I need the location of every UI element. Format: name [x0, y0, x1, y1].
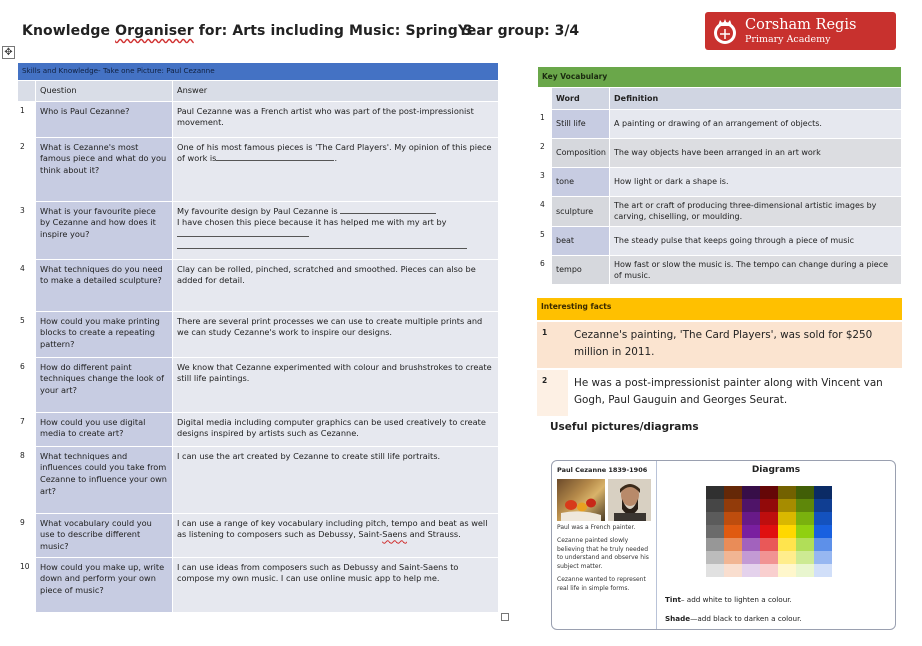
logo-name: Corsham Regis [745, 17, 857, 33]
title-prefix: Knowledge [22, 23, 116, 39]
answer-cell: One of his most famous pieces is 'The Card Players'. My opinion of this piece of work is . [173, 137, 499, 201]
question-cell: How could you make printing blocks to create a repeating pattern? [36, 311, 173, 357]
answer-misspelt-word: Saens [382, 529, 407, 540]
question-column-header: Question [36, 81, 173, 102]
row-number: 5 [18, 311, 36, 357]
skills-num-header [18, 81, 36, 102]
row-number: 4 [18, 259, 36, 311]
table-row [18, 557, 499, 612]
question-cell: What vocabulary could you use to describe different music? [36, 513, 173, 557]
vocab-number: 6 [538, 255, 552, 285]
table-move-handle-icon[interactable]: ✥ [2, 46, 15, 59]
still-life-painting-image [557, 479, 605, 521]
vocab-number: 1 [538, 110, 552, 139]
colour-swatch [796, 538, 814, 551]
colour-swatch [760, 525, 778, 538]
colour-swatch [778, 512, 796, 525]
vocabulary-heading: Key Vocabulary [538, 67, 902, 88]
diagram-title: Diagrams [751, 465, 801, 475]
word-column-header: Word [552, 88, 610, 110]
row-number: 1 [18, 101, 36, 137]
vocab-definition: The steady pulse that keeps going through a piece of music [610, 226, 902, 255]
vocab-word: Still life [552, 110, 610, 139]
colour-swatch [724, 538, 742, 551]
colour-swatch [706, 512, 724, 525]
answer-text: I can use a range of key vocabulary including pitch, tempo and beat as well as listening to composers such as Debussy, Saint- [177, 517, 488, 540]
colour-swatch [742, 564, 760, 577]
answer-text: and Strauss. [409, 529, 461, 540]
pictures-diagrams-image [551, 460, 896, 630]
vocab-definition: The art or craft of producing three-dimensional artistic images by carving, chiselling, or moulding. [610, 197, 902, 227]
table-end-marker [501, 613, 509, 621]
question-cell: How do different paint techniques change the look of your art? [36, 357, 173, 412]
vocab-definition: How light or dark a shape is. [610, 168, 902, 197]
row-number: 10 [18, 557, 36, 612]
vocab-row [538, 255, 902, 285]
question-cell: Who is Paul Cezanne? [36, 101, 173, 137]
table-row [18, 137, 499, 201]
table-row [18, 259, 499, 311]
vocab-number: 4 [538, 197, 552, 227]
cezanne-panel-title: Paul Cezanne 1839-1906 [557, 466, 648, 474]
colour-swatch [814, 564, 832, 577]
key-vocabulary-table [537, 66, 902, 285]
answer-cell [173, 201, 499, 259]
question-cell: How could you make up, write down and perform your own piece of music? [36, 557, 173, 612]
vocab-definition: A painting or drawing of an arrangement of objects. [610, 110, 902, 139]
colour-swatch [778, 486, 796, 499]
fact-number: 2 [542, 376, 548, 385]
definition-column-header: Definition [610, 88, 902, 110]
facts-heading: Interesting facts [537, 298, 902, 320]
tint-shade-colour-grid [706, 486, 832, 577]
colour-diagram-panel [657, 461, 895, 629]
colour-swatch [706, 486, 724, 499]
vocab-word: sculpture [552, 197, 610, 227]
vocab-definition: How fast or slow the music is. The tempo can change during a piece of music. [610, 255, 902, 285]
fact-number: 1 [542, 328, 548, 337]
colour-swatch [760, 538, 778, 551]
answer-cell: Paul Cezanne was a French artist who was part of the post-impressionist movement. [173, 101, 499, 137]
colour-swatch [724, 512, 742, 525]
colour-swatch [814, 525, 832, 538]
cezanne-portrait-image [608, 479, 651, 521]
vocab-row [538, 226, 902, 255]
shade-explanation [665, 614, 802, 623]
colour-swatch [760, 512, 778, 525]
colour-swatch [814, 486, 832, 499]
colour-swatch [796, 551, 814, 564]
title-rest: for: Arts including Music: Spring 3 [193, 23, 473, 39]
cezanne-line: Cezanne wanted to represent real life in simple forms. [557, 575, 646, 592]
answer-blank-line [340, 206, 436, 214]
row-number: 7 [18, 412, 36, 446]
vocab-num-header [538, 88, 552, 110]
answer-cell: I can use ideas from composers such as Debussy and Saint-Saens to compose my own music. I can use online music app to help me. [173, 557, 499, 612]
colour-swatch [778, 564, 796, 577]
colour-swatch [724, 551, 742, 564]
question-cell: What techniques and influences could you take from Cezanne to influence your own art? [36, 446, 173, 513]
colour-swatch [778, 499, 796, 512]
tint-text: – add white to lighten a colour. [680, 595, 792, 604]
row-number: 8 [18, 446, 36, 513]
tint-label: Tint [665, 595, 681, 604]
vocab-number: 3 [538, 168, 552, 197]
vocab-word: tone [552, 168, 610, 197]
row-number: 9 [18, 513, 36, 557]
colour-swatch [724, 499, 742, 512]
table-row [18, 513, 499, 557]
colour-swatch [724, 486, 742, 499]
cezanne-line: Cezanne painted slowly believing that he truly needed to understand and observe his subject matter. [557, 537, 649, 571]
vocab-row [538, 168, 902, 197]
crown-crest-icon [710, 16, 740, 46]
table-row [18, 101, 499, 137]
vocab-number: 5 [538, 226, 552, 255]
school-logo [705, 12, 896, 50]
skills-knowledge-table [17, 62, 499, 613]
answer-cell: I can use the art created by Cezanne to create still life portraits. [173, 446, 499, 513]
colour-swatch [796, 564, 814, 577]
answer-text: I have chosen this piece because it has helped me with my art by [177, 217, 447, 228]
answer-text: My favourite design by Paul Cezanne is [177, 205, 338, 216]
colour-swatch [706, 525, 724, 538]
table-row [18, 412, 499, 446]
skills-table-heading: Skills and Knowledge- Take one Picture: Paul Cezanne [18, 63, 499, 81]
vocab-row [538, 139, 902, 168]
colour-swatch [778, 551, 796, 564]
colour-swatch [760, 486, 778, 499]
year-group: Year group: 3/4 [458, 23, 580, 39]
colour-swatch [724, 525, 742, 538]
answer-cell [173, 513, 499, 557]
shade-text: —add black to darken a colour. [690, 614, 802, 623]
colour-swatch [742, 525, 760, 538]
colour-swatch [706, 564, 724, 577]
question-cell: What techniques do you need to make a detailed sculpture? [36, 259, 173, 311]
answer-cell: There are several print processes we can use to create multiple prints and we can study Cezanne's work to inspire our designs. [173, 311, 499, 357]
colour-swatch [814, 538, 832, 551]
colour-swatch [796, 499, 814, 512]
colour-swatch [724, 564, 742, 577]
vocab-definition: The way objects have been arranged in an art work [610, 139, 902, 168]
answer-blank-line [177, 241, 467, 249]
shade-label: Shade [665, 614, 691, 623]
colour-swatch [796, 512, 814, 525]
interesting-facts [537, 298, 902, 416]
colour-swatch [760, 499, 778, 512]
vocab-word: Composition [552, 139, 610, 168]
title-organiser-word: Organiser [115, 23, 194, 39]
vocab-word: beat [552, 226, 610, 255]
answer-column-header: Answer [173, 81, 499, 102]
fact-item [537, 370, 902, 416]
colour-swatch [778, 538, 796, 551]
row-number: 6 [18, 357, 36, 412]
answer-text: One of his most famous pieces is 'The Card Players'. My opinion of this piece of work is [177, 141, 492, 164]
table-row [18, 357, 499, 412]
table-row [18, 201, 499, 259]
vocab-row [538, 197, 902, 227]
fact-text: Cezanne's painting, 'The Card Players', was sold for $250 million in 2011. [568, 322, 902, 368]
logo-subtitle: Primary Academy [745, 33, 831, 45]
vocab-number: 2 [538, 139, 552, 168]
colour-swatch [796, 525, 814, 538]
answer-blank-line [177, 229, 309, 237]
tint-explanation [665, 595, 792, 604]
colour-swatch [742, 538, 760, 551]
colour-swatch [814, 512, 832, 525]
cezanne-line: Paul was a French painter. [557, 524, 636, 532]
answer-blank-line [216, 153, 334, 161]
answer-cell: We know that Cezanne experimented with colour and brushstrokes to create still life paintings. [173, 357, 499, 412]
colour-swatch [706, 499, 724, 512]
colour-swatch [706, 551, 724, 564]
vocab-row [538, 110, 902, 139]
row-number: 3 [18, 201, 36, 259]
colour-swatch [760, 551, 778, 564]
colour-swatch [706, 538, 724, 551]
answer-cell: Digital media including computer graphics can be used creatively to create designs inspired by artists such as Cezanne. [173, 412, 499, 446]
table-row [18, 446, 499, 513]
colour-swatch [742, 512, 760, 525]
page-title [22, 23, 473, 39]
answer-cell: Clay can be rolled, pinched, scratched and smoothed. Pieces can also be added for detail. [173, 259, 499, 311]
table-row [18, 311, 499, 357]
vocab-word: tempo [552, 255, 610, 285]
question-cell: How could you use digital media to create art? [36, 412, 173, 446]
colour-swatch [814, 551, 832, 564]
row-number: 2 [18, 137, 36, 201]
useful-pictures-heading: Useful pictures/diagrams [550, 421, 699, 433]
colour-swatch [778, 525, 796, 538]
colour-swatch [742, 499, 760, 512]
colour-swatch [742, 486, 760, 499]
question-cell: What is your favourite piece by Cezanne and how does it inspire you? [36, 201, 173, 259]
colour-swatch [742, 551, 760, 564]
colour-swatch [760, 564, 778, 577]
question-cell: What is Cezanne's most famous piece and what do you think about it? [36, 137, 173, 201]
fact-item [537, 322, 902, 368]
fact-text: He was a post-impressionist painter along with Vincent van Gogh, Paul Gauguin and Georges Seurat. [568, 370, 902, 416]
colour-swatch [796, 486, 814, 499]
cezanne-panel [552, 461, 657, 629]
colour-swatch [814, 499, 832, 512]
